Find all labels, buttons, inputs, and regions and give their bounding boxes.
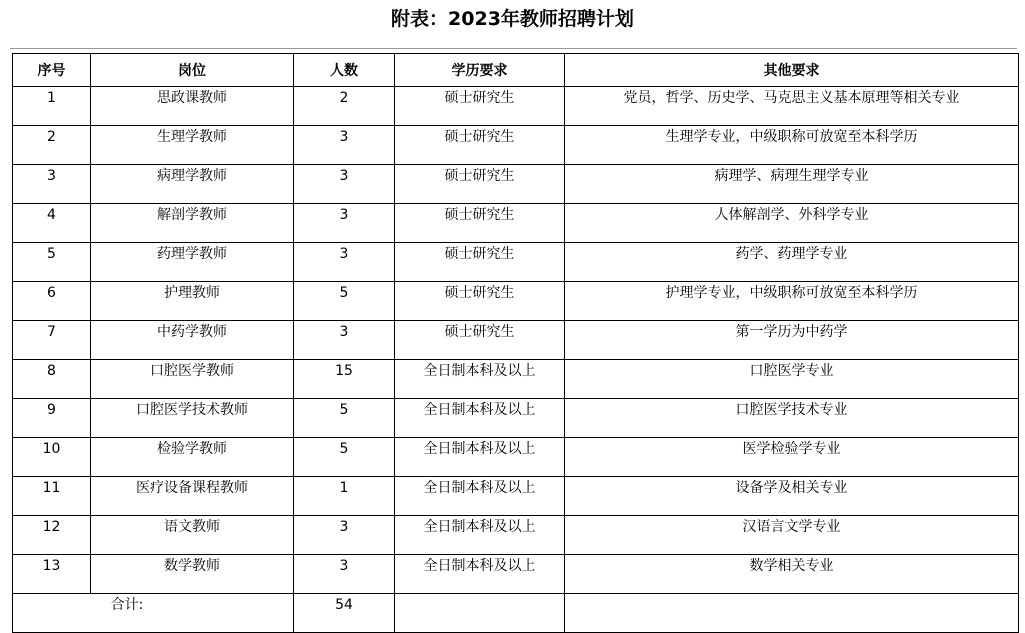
table-row [13,438,1019,477]
cell-education: 全日制本科及以上 [395,399,565,438]
total-education-empty [395,594,565,633]
cell-position: 检验学教师 [91,438,294,477]
cell-count: 5 [294,282,395,321]
cell-count: 5 [294,438,395,477]
cell-position: 思政课教师 [91,87,294,126]
cell-other-requirements: 病理学、病理生理学专业 [565,165,1019,204]
page-title: 附表：2023年教师招聘计划 [391,8,634,30]
total-other-empty [565,594,1019,633]
table-row [13,204,1019,243]
cell-position: 口腔医学教师 [91,360,294,399]
header-other-requirements: 其他要求 [565,54,1019,87]
cell-other-requirements: 党员，哲学、历史学、马克思主义基本原理等相关专业 [565,87,1019,126]
recruitment-plan-table [12,53,1019,633]
cell-index: 4 [13,204,91,243]
cell-position: 解剖学教师 [91,204,294,243]
cell-other-requirements: 生理学专业，中级职称可放宽至本科学历 [565,126,1019,165]
cell-index: 2 [13,126,91,165]
cell-index: 11 [13,477,91,516]
header-position: 岗位 [91,54,294,87]
top-divider [10,48,1017,49]
cell-other-requirements: 口腔医学专业 [565,360,1019,399]
cell-position: 语文教师 [91,516,294,555]
table-row [13,516,1019,555]
cell-index: 5 [13,243,91,282]
table-row [13,165,1019,204]
total-value: 54 [294,594,395,633]
cell-count: 3 [294,126,395,165]
table-header-row [13,54,1019,87]
table-row [13,87,1019,126]
cell-education: 全日制本科及以上 [395,477,565,516]
cell-education: 全日制本科及以上 [395,360,565,399]
cell-education: 硕士研究生 [395,243,565,282]
cell-count: 3 [294,204,395,243]
cell-position: 数学教师 [91,555,294,594]
cell-position: 中药学教师 [91,321,294,360]
table-row [13,126,1019,165]
cell-position: 口腔医学技术教师 [91,399,294,438]
cell-education: 硕士研究生 [395,282,565,321]
cell-education: 全日制本科及以上 [395,438,565,477]
table-row [13,399,1019,438]
cell-index: 7 [13,321,91,360]
cell-count: 1 [294,477,395,516]
cell-index: 10 [13,438,91,477]
cell-count: 3 [294,516,395,555]
cell-education: 全日制本科及以上 [395,555,565,594]
cell-other-requirements: 口腔医学技术专业 [565,399,1019,438]
cell-index: 8 [13,360,91,399]
cell-position: 药理学教师 [91,243,294,282]
cell-index: 3 [13,165,91,204]
cell-count: 3 [294,321,395,360]
cell-count: 2 [294,87,395,126]
total-row [13,594,1019,633]
cell-count: 3 [294,165,395,204]
cell-education: 硕士研究生 [395,126,565,165]
total-label: 合计: [13,594,294,633]
cell-education: 硕士研究生 [395,204,565,243]
cell-position: 病理学教师 [91,165,294,204]
cell-index: 12 [13,516,91,555]
cell-count: 3 [294,555,395,594]
cell-index: 1 [13,87,91,126]
cell-other-requirements: 数学相关专业 [565,555,1019,594]
header-index: 序号 [13,54,91,87]
cell-position: 医疗设备课程教师 [91,477,294,516]
table-row [13,555,1019,594]
header-count: 人数 [294,54,395,87]
cell-education: 硕士研究生 [395,87,565,126]
table-row [13,477,1019,516]
header-education: 学历要求 [395,54,565,87]
table-body [13,87,1019,594]
cell-other-requirements: 设备学及相关专业 [565,477,1019,516]
table-row [13,321,1019,360]
cell-index: 9 [13,399,91,438]
cell-count: 15 [294,360,395,399]
cell-other-requirements: 医学检验学专业 [565,438,1019,477]
table-row [13,282,1019,321]
cell-count: 5 [294,399,395,438]
cell-index: 13 [13,555,91,594]
cell-position: 生理学教师 [91,126,294,165]
cell-index: 6 [13,282,91,321]
cell-other-requirements: 第一学历为中药学 [565,321,1019,360]
cell-other-requirements: 人体解剖学、外科学专业 [565,204,1019,243]
cell-other-requirements: 汉语言文学专业 [565,516,1019,555]
table-row [13,243,1019,282]
cell-other-requirements: 药学、药理学专业 [565,243,1019,282]
cell-position: 护理教师 [91,282,294,321]
cell-education: 全日制本科及以上 [395,516,565,555]
table-row [13,360,1019,399]
cell-count: 3 [294,243,395,282]
cell-education: 硕士研究生 [395,165,565,204]
cell-other-requirements: 护理学专业，中级职称可放宽至本科学历 [565,282,1019,321]
cell-education: 硕士研究生 [395,321,565,360]
